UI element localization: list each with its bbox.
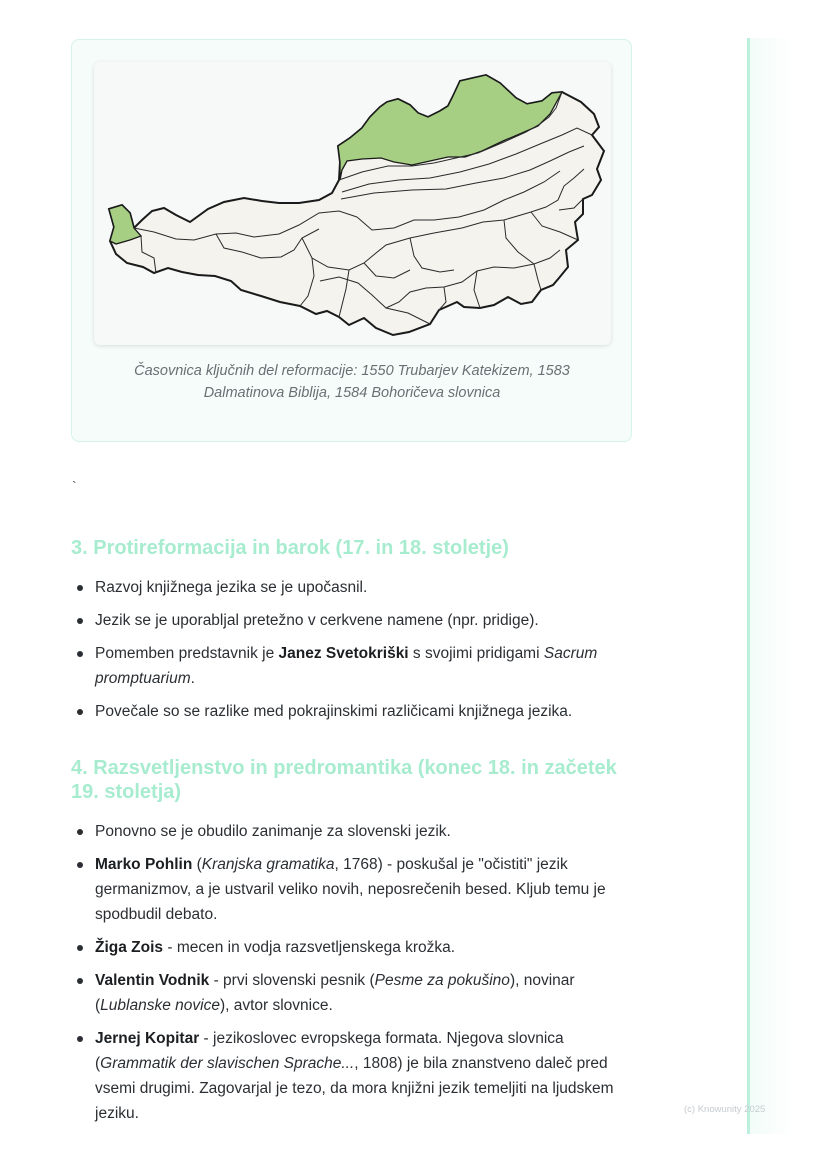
work-title: Sacrum promptuarium <box>95 645 598 687</box>
list-item-text: ), novinar ( <box>95 972 575 1014</box>
list-item <box>71 608 631 633</box>
list-item-text: Jezik se je uporabljal pretežno v cerkvene namene (npr. pridige). <box>95 612 539 629</box>
stray-backtick: ` <box>72 478 77 494</box>
right-margin-rail <box>747 38 794 1134</box>
list-item-text: ( <box>192 856 202 873</box>
person-name: Janez Svetokriški <box>278 645 409 662</box>
list-item-text: Razvoj knjižnega jezika se je upočasnil. <box>95 579 368 596</box>
person-name: Žiga Zois <box>95 939 164 956</box>
person-name: Valentin Vodnik <box>95 972 210 989</box>
list-item <box>71 575 631 600</box>
list-item <box>71 641 631 691</box>
list-item-text: - jezikoslovec evropskega formata. Njegova slovnica ( <box>95 1030 564 1072</box>
list-item <box>71 699 631 724</box>
section-4-list <box>71 819 639 1134</box>
list-item <box>71 1026 639 1126</box>
person-name: Marko Pohlin <box>95 856 193 873</box>
copyright-footer: (c) Knowunity 2025 <box>684 1104 766 1115</box>
caption-line-2: Dalmatinova Biblija, 1584 Bohoričeva slovnica <box>203 385 501 401</box>
list-item-text: - mecen in vodja razsvetljenskega krožka. <box>163 939 456 956</box>
work-title: Lublanske novice <box>100 997 220 1014</box>
person-name: Jernej Kopitar <box>95 1030 200 1047</box>
section-3-list <box>71 575 631 732</box>
figure-card <box>71 39 632 442</box>
figure-caption <box>102 360 602 404</box>
list-item-text: Pomemben predstavnik je <box>95 645 279 662</box>
austria-map-svg <box>94 62 611 345</box>
list-item <box>71 819 639 844</box>
work-title: Pesme za pokušino <box>374 972 510 989</box>
work-title: Grammatik der slavischen Sprache... <box>100 1055 355 1072</box>
list-item-text: ), avtor slovnice. <box>219 997 333 1014</box>
list-item <box>71 968 639 1018</box>
caption-line-1: Časovnica ključnih del reformacije: 1550 Trubarjev Katekizem, 1583 <box>134 363 570 379</box>
list-item-text: s svojimi pridigami <box>408 645 544 662</box>
section-3-heading: 3. Protireformacija in barok (17. in 18. stoletje) <box>71 537 509 559</box>
list-item-text: , 1808) je bila znanstveno daleč pred vsemi drugimi. Zagovarjal je tezo, da mora knjižni jezik temeljiti na ljudskem jeziku. <box>95 1055 614 1122</box>
austria-map <box>94 62 611 345</box>
list-item-text: , 1768) - poskušal je "očistiti" jezik germanizmov, a je ustvaril veliko novih, neposrečenih besed. Kljub temu je spodbudil debato. <box>95 856 606 923</box>
list-item <box>71 935 639 960</box>
list-item-text: Ponovno se je obudilo zanimanje za slovenski jezik. <box>95 823 451 840</box>
list-item-text: - prvi slovenski pesnik ( <box>209 972 375 989</box>
list-item-text: . <box>190 670 195 687</box>
list-item <box>71 852 639 927</box>
section-4-heading: 4. Razsvetljenstvo in predromantika (konec 18. in začetek 19. stoletja) <box>71 757 617 803</box>
list-item-text: Povečale so se razlike med pokrajinskimi različicami knjižnega jezika. <box>95 703 573 720</box>
work-title: Kranjska gramatika <box>201 856 335 873</box>
